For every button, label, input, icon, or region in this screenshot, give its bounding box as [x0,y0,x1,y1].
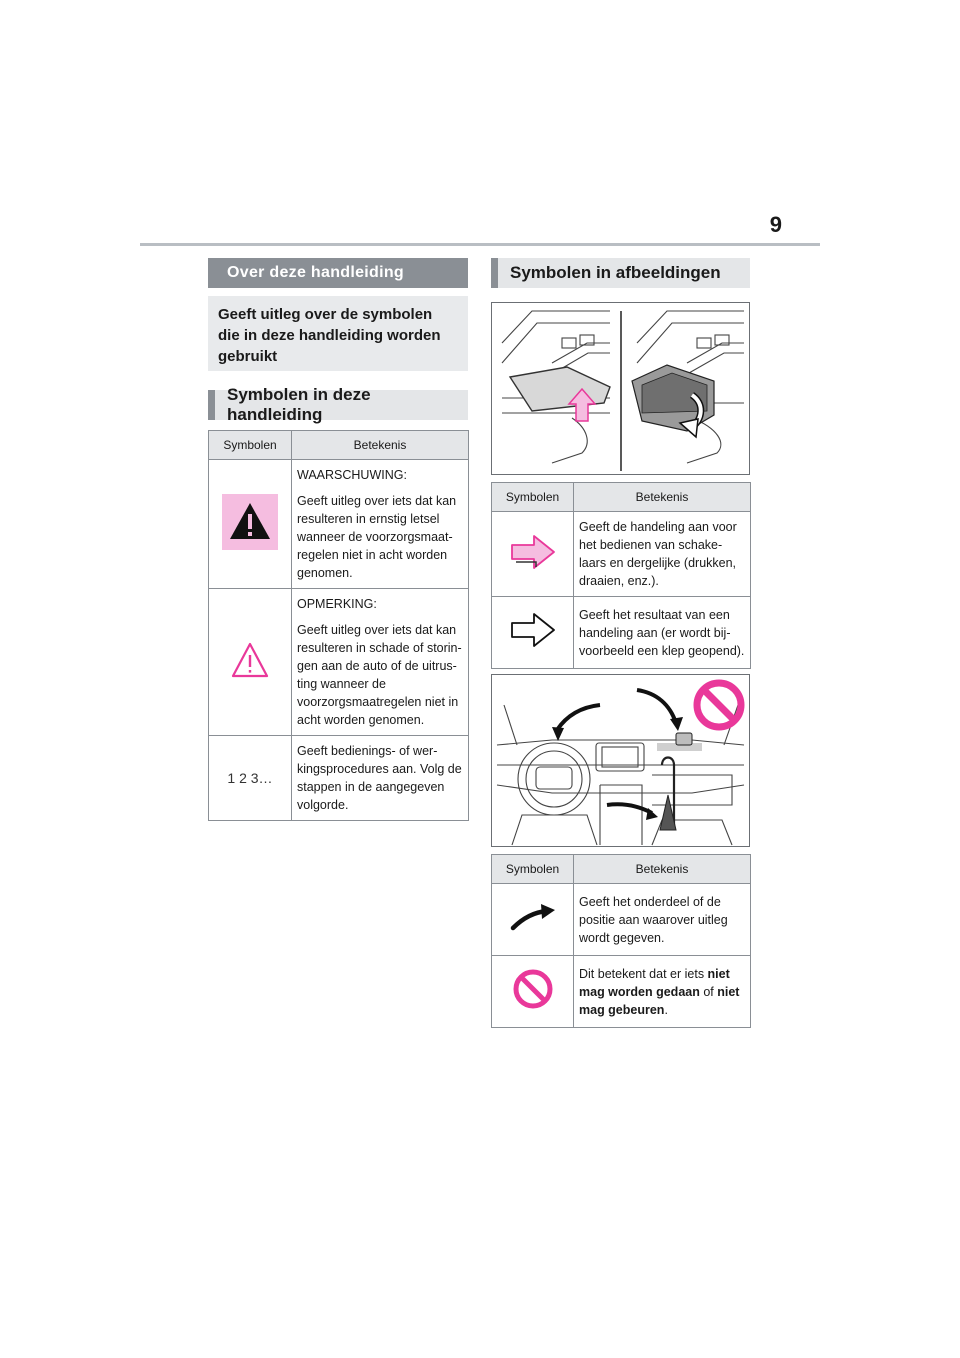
prohibited-icon [511,967,555,1011]
result-arrow-text: Geeft het resultaat van een handeling aan (er wordt bij-voorbeeld een klep geopend). [579,607,745,658]
table-row [492,956,751,1028]
column-header-symbolen: Symbolen [492,855,574,884]
symbols-table-pointers [491,854,751,1028]
illustration-dashboard-interior [491,674,750,847]
column-header-symbolen: Symbolen [492,483,574,512]
table-header-row [492,855,751,884]
intro-text: Geeft uitleg over de symbolen die in deze handleiding worden gebruikt [208,296,468,371]
column-header-betekenis: Betekenis [574,483,751,512]
table-row [209,589,469,736]
table-row [492,884,751,956]
table-row [209,736,469,821]
table-row [492,512,751,597]
header-rule [140,243,820,246]
table-row [492,597,751,669]
section-title-symbolen-handleiding: Symbolen in deze handleiding [208,390,468,420]
warning-title: WAARSCHUWING: [297,468,407,482]
result-arrow-outline-icon [510,612,556,648]
action-arrow-filled-icon [510,534,556,570]
warning-text: Geeft uitleg over iets dat kan resulteren in ernstig letsel wanneer de voorzorgsmaat-regelen niet in acht worden genomen. [297,494,457,580]
prohibited-text: Dit betekent dat er iets niet mag worden gedaan of niet mag gebeuren. [579,966,740,1017]
notice-text: Geeft uitleg over iets dat kan resulteren in schade of storin-gen aan de auto of de uitrus-ting wanneer de voorzorgsmaatregelen niet in acht worden genomen. [297,623,462,727]
notice-title: OPMERKING: [297,597,377,611]
column-header-betekenis: Betekenis [292,431,469,460]
steps-text: Geeft bedienings- of wer-kingsprocedures aan. Volg de stappen in de aangegeven volgorde. [297,744,462,812]
table-row [209,460,469,589]
table-header-row [209,431,469,460]
symbols-table-actions [491,482,751,669]
step-numbers-icon: 1 2 3… [227,769,273,786]
pointer-arrow-icon [509,902,557,932]
warning-filled-triangle-icon [222,494,278,550]
emphasis-niet-gedaan: niet mag worden gedaan [579,966,730,999]
illustration-sunvisor-overhead [491,302,750,475]
action-arrow-text: Geeft de handeling aan voor het bedienen van schake-laars en dergelijke (drukken, draaien, enz.). [579,520,737,588]
column-header-betekenis: Betekenis [574,855,751,884]
column-header-symbolen: Symbolen [209,431,292,460]
pointer-arrow-text: Geeft het onderdeel of de positie aan waarover uitleg wordt gegeven. [579,894,728,945]
table-header-row [492,483,751,512]
section-title-over-handleiding: Over deze handleiding [208,258,468,288]
notice-outline-triangle-icon [230,641,270,679]
page-number: 9 [769,212,782,237]
section-title-symbolen-afbeeldingen: Symbolen in afbeeldingen [491,258,750,288]
symbols-table-handleiding [208,430,469,821]
emphasis-niet-gebeuren: niet mag gebeuren [579,984,740,1017]
